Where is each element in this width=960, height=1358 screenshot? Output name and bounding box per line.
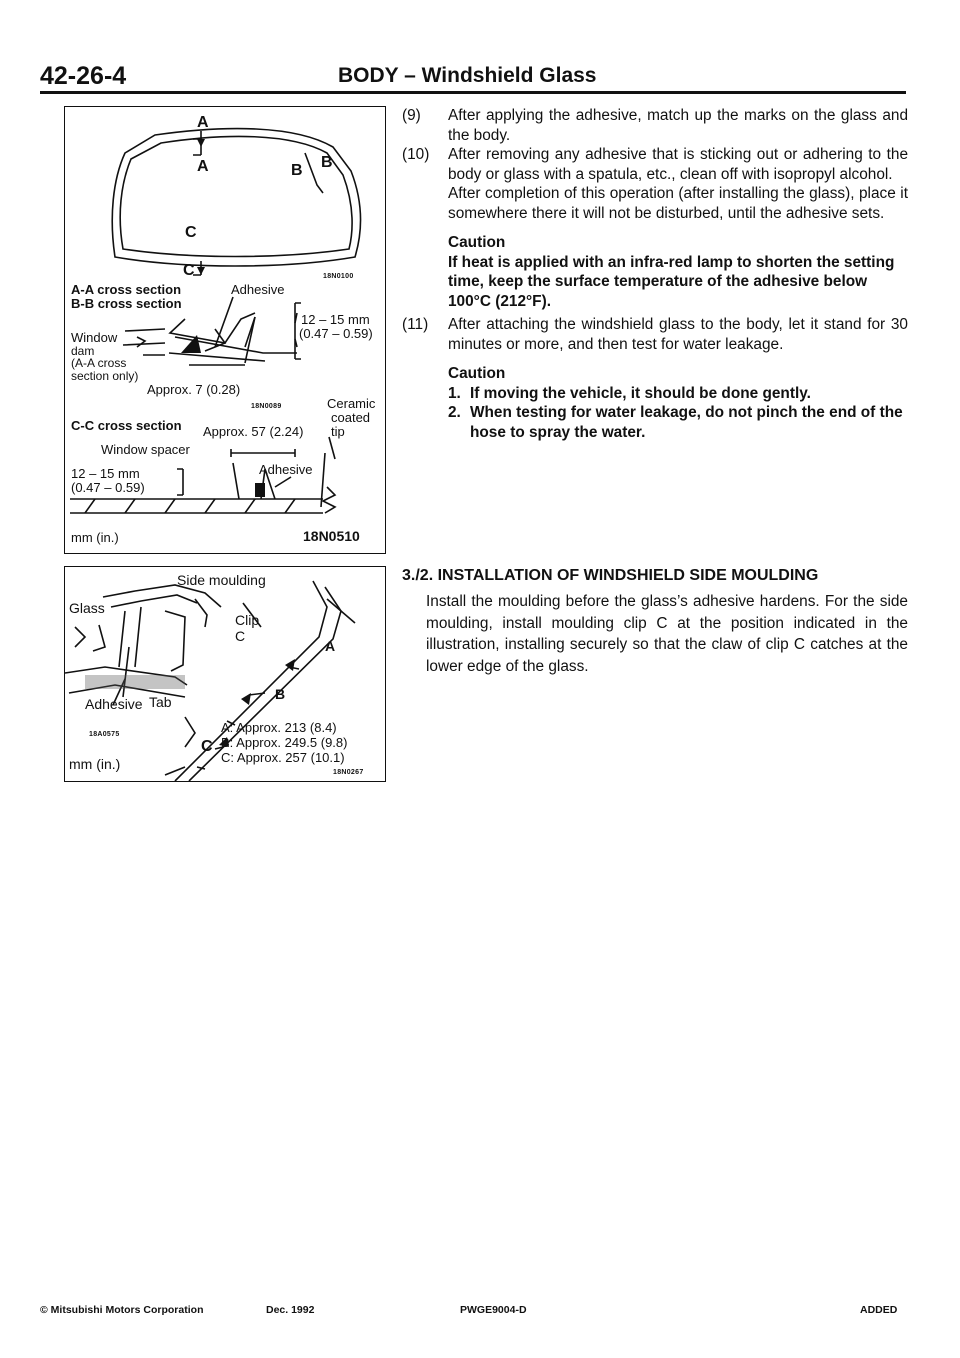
figure-code-mid: 18N0089 — [251, 403, 282, 410]
clip-c-label: C — [235, 628, 246, 644]
units-label: mm (in.) — [71, 530, 119, 545]
caution-heading-2: Caution — [448, 365, 506, 382]
bb-section-label: B-B cross section — [71, 296, 182, 311]
figure-code-left: 18A0575 — [89, 731, 120, 738]
label-c-bottom: C — [183, 262, 195, 279]
position-b-label: B — [275, 686, 286, 702]
step-11-text: After attaching the windshield glass to the body, let it stand for 30 minutes or more, and then test for water leakage. — [448, 316, 908, 353]
glass-label: Glass — [69, 600, 105, 616]
adhesive-label-top: Adhesive — [231, 282, 285, 297]
side-moulding-label: Side moulding — [177, 572, 266, 588]
side-moulding-figure — [64, 566, 386, 782]
caution-item-2 — [402, 403, 908, 442]
label-a-top: A — [197, 114, 209, 131]
dimension-c: C: Approx. 257 (10.1) — [221, 750, 345, 765]
label-a-mid: A — [197, 158, 209, 175]
ceramic-label-1: Ceramic — [327, 396, 376, 411]
step-11-number: (11) — [402, 316, 429, 333]
position-a-label: A — [325, 638, 336, 654]
section-heading: 3./2. INSTALLATION OF WINDSHIELD SIDE MOULDING — [402, 567, 819, 584]
step-10-number: (10) — [402, 146, 430, 163]
caution-item-1-number: 1. — [448, 384, 461, 402]
height-dimension-2-inch: (0.47 – 0.59) — [71, 480, 145, 495]
window-dam-label-1: Window — [71, 330, 118, 345]
units-label-2: mm (in.) — [69, 756, 121, 772]
step-10-continuation: After completion of this operation (after installing the glass), place it somewhere there it will not be disturbed, until the adhesive sets. — [448, 185, 908, 222]
label-c-mid: C — [185, 224, 197, 241]
figure-code-right: 18N0267 — [333, 769, 364, 776]
window-spacer-label: Window spacer — [101, 442, 190, 457]
windshield-cross-section-figure — [64, 106, 386, 554]
section-body: Install the moulding before the glass’s adhesive hardens. For the side moulding, install moulding clip C at the position indicated in the illustration, installing securely so that the claw of clip C catches at the lower edge of the glass. — [426, 593, 908, 675]
adhesive-label-bottom: Adhesive — [259, 462, 313, 477]
footer-copyright: © Mitsubishi Motors Corporation — [40, 1304, 204, 1316]
caution-item-2-number: 2. — [448, 404, 461, 421]
step-10 — [402, 145, 908, 184]
label-b-right: B — [321, 154, 333, 171]
position-c-label: C — [201, 738, 213, 755]
tab-label: Tab — [149, 694, 172, 710]
figure-code: 18N0510 — [303, 528, 360, 544]
footer-status: ADDED — [860, 1304, 898, 1316]
clip-label: Clip — [235, 612, 260, 628]
window-dam-label-3: (A-A cross — [71, 356, 127, 370]
step-11 — [402, 315, 908, 354]
ceramic-label-2: coated — [331, 410, 371, 425]
aa-section-label: A-A cross section — [71, 282, 182, 297]
height-dimension: 12 – 15 mm — [301, 312, 370, 327]
step-10-text: After removing any adhesive that is sticking out or adhering to the body or glass with a spatula, etc., clean off with isopropyl alcohol. — [448, 146, 908, 183]
window-dam-label-4: section only) — [71, 369, 139, 383]
figure-code-top: 18N0100 — [323, 273, 354, 280]
step-9-text: After applying the adhesive, match up the marks on the glass and the body. — [448, 107, 908, 144]
footer-date: Dec. 1992 — [266, 1304, 315, 1316]
approx-57-dimension: Approx. 57 (2.24) — [203, 424, 304, 439]
caution-item-1-text: If moving the vehicle, it should be done gently. — [470, 384, 811, 402]
step-9 — [402, 106, 908, 145]
dimension-a: A: Approx. 213 (8.4) — [221, 720, 337, 735]
caution-item-1 — [402, 384, 908, 404]
label-b-left: B — [291, 162, 303, 179]
page-title: BODY – Windshield Glass — [338, 64, 597, 87]
caution-item-2-text: When testing for water leakage, do not pinch the end of the hose to spray the water. — [470, 404, 903, 441]
window-dam-label-2: dam — [71, 344, 95, 358]
header-rule — [40, 91, 906, 94]
footer-doc-code: PWGE9004-D — [460, 1304, 527, 1316]
approx-7-dimension: Approx. 7 (0.28) — [147, 382, 241, 397]
procedure-steps — [402, 106, 908, 442]
caution-heading-1: Caution — [448, 234, 506, 251]
dimension-b: B: Approx. 249.5 (9.8) — [221, 735, 348, 750]
cc-section-label: C-C cross section — [71, 418, 182, 433]
page-number: 42-26-4 — [40, 62, 127, 90]
height-dimension-inch: (0.47 – 0.59) — [299, 326, 373, 341]
adhesive-label: Adhesive — [85, 696, 143, 712]
step-9-number: (9) — [402, 107, 421, 124]
ceramic-label-3: tip — [331, 424, 345, 439]
caution-text-1: If heat is applied with an infra-red lamp to shorten the setting time, keep the surface temperature of the adhesive below 100°C (212°F). — [448, 253, 895, 310]
height-dimension-2: 12 – 15 mm — [71, 466, 140, 481]
